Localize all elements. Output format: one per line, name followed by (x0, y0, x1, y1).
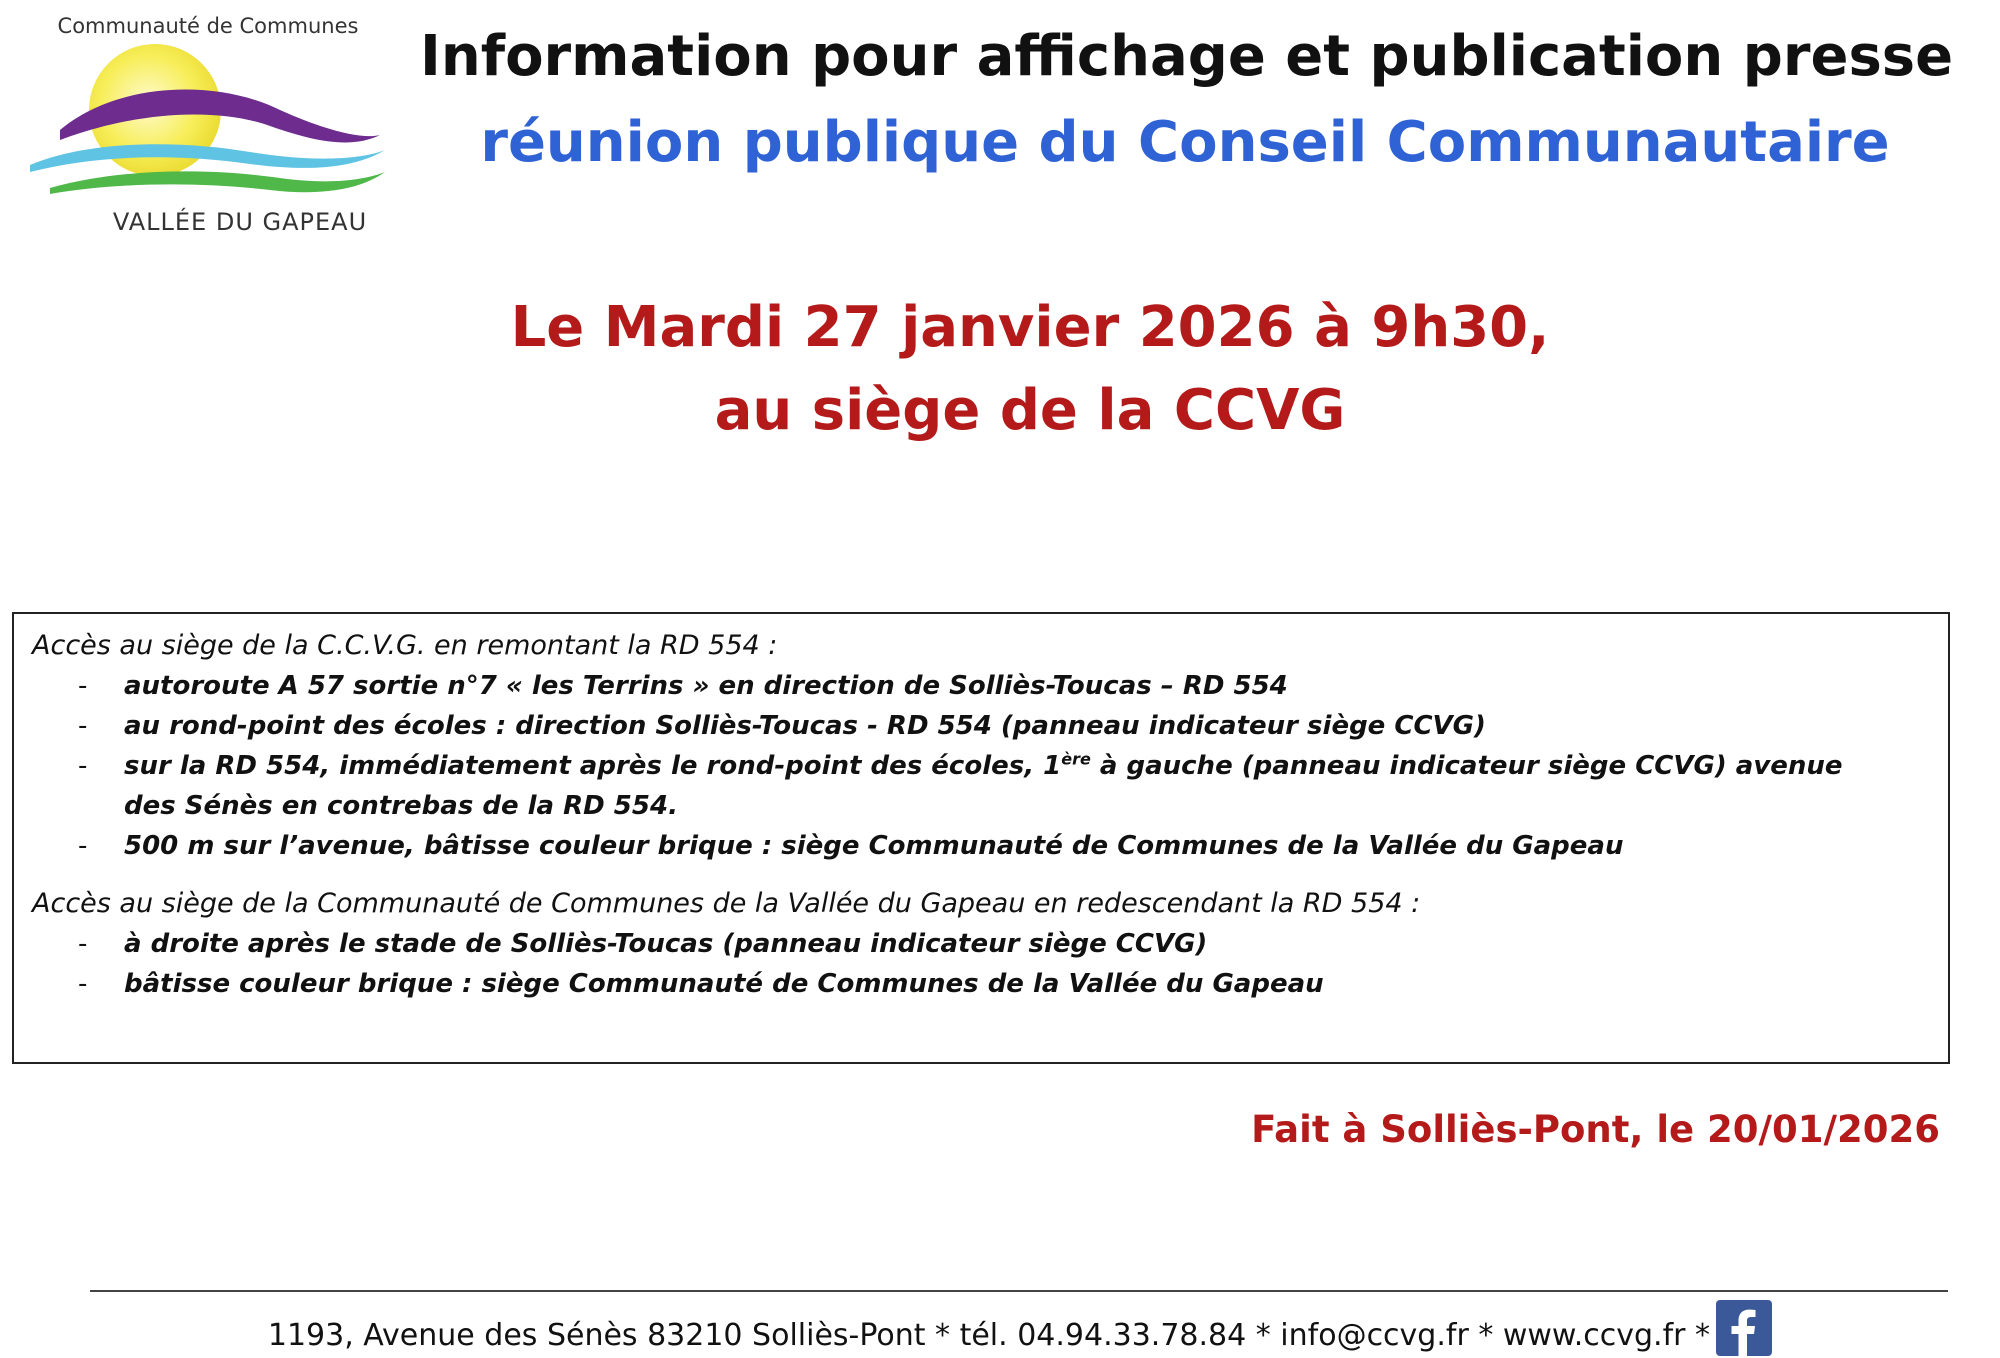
access-list-up (32, 666, 1932, 866)
access-heading-down: Accès au siège de la Communauté de Communes de la Vallée du Gapeau en redescendant la RD 554 : (32, 888, 1421, 919)
footer-contact: 1193, Avenue des Sénès 83210 Solliès-Pont * tél. 04.94.33.78.84 * info@ccvg.fr * www.ccvg.fr * (267, 1318, 1710, 1353)
list-item-text: bâtisse couleur brique : siège Communauté de Communes de la Vallée du Gapeau (124, 969, 1324, 999)
footer-divider (90, 1290, 1948, 1292)
logo-top-text: Communauté de Communes (57, 14, 359, 38)
list-item (32, 964, 1932, 1004)
bullet-dash: - (78, 969, 88, 999)
logo-bottom-text: VALLÉE DU GAPEAU (112, 208, 368, 236)
list-item (32, 826, 1932, 866)
list-item (32, 666, 1932, 706)
list-item-text-start: sur la RD 554, immédiatement après le rond-point des écoles, 1 (124, 751, 1062, 781)
signature-line: Fait à Solliès-Pont, le 20/01/2026 (1251, 1108, 1940, 1151)
list-item (32, 746, 1932, 826)
access-heading-up: Accès au siège de la C.C.V.G. en remontant la RD 554 : (32, 630, 778, 661)
logo-blue-wave (30, 144, 385, 172)
list-item-text: autoroute A 57 sortie n°7 « les Terrins » en direction de Solliès-Toucas – RD 554 (124, 671, 1288, 701)
page-subtitle: réunion publique du Conseil Communautaire (480, 110, 1890, 175)
list-item-text: 500 m sur l’avenue, bâtisse couleur brique : siège Communauté de Communes de la Vallée du Gapeau (124, 831, 1624, 861)
meeting-date: Le Mardi 27 janvier 2026 à 9h30, (510, 295, 1550, 360)
facebook-icon[interactable] (1716, 1300, 1772, 1356)
page-title: Information pour affichage et publication presse (420, 24, 1954, 89)
bullet-dash: - (78, 711, 88, 741)
list-item (32, 924, 1932, 964)
list-item (32, 706, 1932, 746)
list-item-superscript: ère (1061, 749, 1091, 769)
meeting-place: au siège de la CCVG (714, 378, 1346, 443)
logo-art (20, 40, 400, 200)
facebook-glyph (1716, 1300, 1772, 1356)
logo-green-wave (50, 171, 385, 194)
logo (20, 10, 400, 240)
access-list-down (32, 924, 1932, 1004)
access-directions-box (12, 612, 1950, 1064)
list-item-text-end: à gauche (panneau indicateur siège CCVG) avenue des Sénès en contrebas de la RD 554. (124, 751, 1843, 821)
list-item-text: à droite après le stade de Solliès-Toucas (panneau indicateur siège CCVG) (124, 929, 1208, 959)
list-item-text: au rond-point des écoles : direction Solliès-Toucas - RD 554 (panneau indicateur siège CCVG) (124, 711, 1486, 741)
bullet-dash: - (78, 831, 88, 861)
bullet-dash: - (78, 751, 88, 781)
bullet-dash: - (78, 929, 88, 959)
bullet-dash: - (78, 671, 88, 701)
